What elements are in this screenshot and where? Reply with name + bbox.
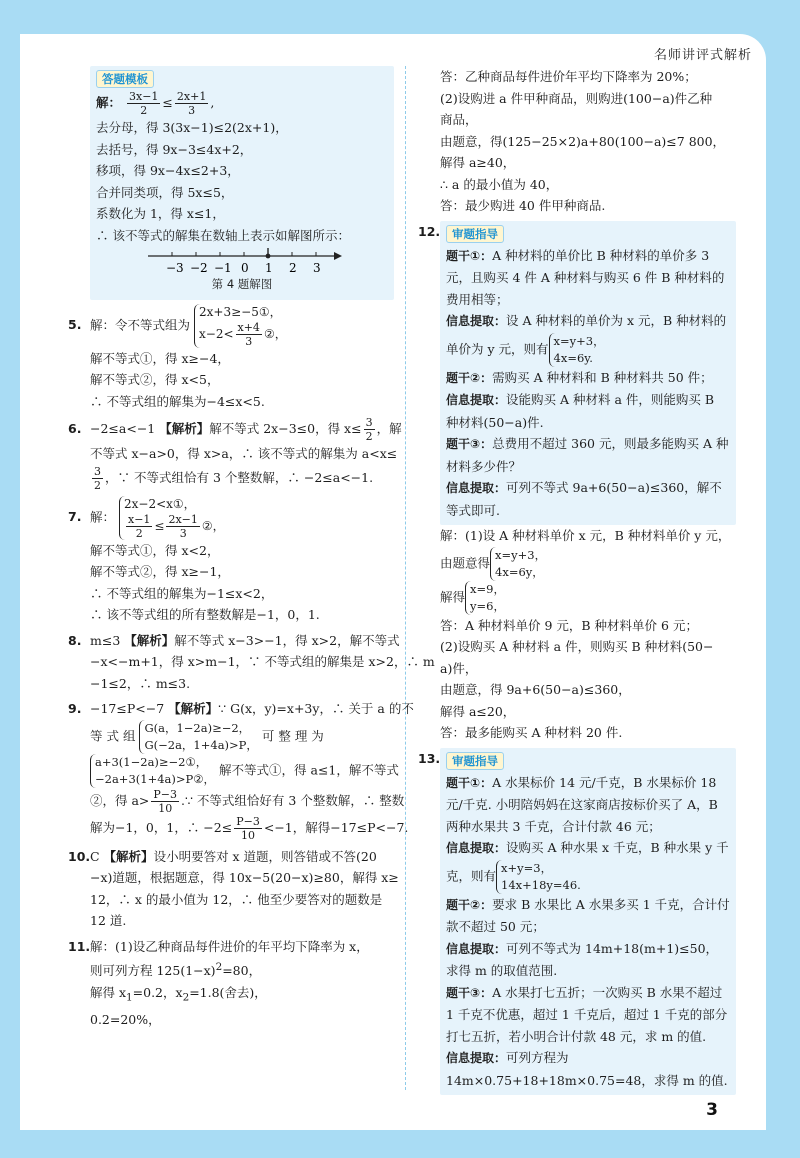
guide-item: 题干③：A 水果打七五折；一次购买 B 水果不超过 1 千克不优惠，超过 1 千克后，超过 1 千克的部分打七五折，若小明合计付款 48 元，求 m 的值. (446, 984, 728, 1044)
guide-item: 单价为 y 元，则有 x=y+3， 4x=6y. (446, 333, 605, 365)
guide-item: 题干②：需购买 A 种材料和 B 种材料共 50 件； (446, 369, 713, 385)
q10-first-line: 10.C 【解析】设小明要答对 x 道题，则答错或不答(20 (68, 846, 394, 868)
q7-line: 解不等式②，得 x≥−1， (90, 564, 230, 579)
question-number: 11. (68, 938, 91, 954)
q11-continued-line: (2)设购进 a 件甲种商品，则购进(100−a)件乙种 (440, 90, 713, 106)
q8-line: −x<−m+1，得 x>m−1，∵ 不等式组的解集是 x>2，∴ m (90, 654, 435, 669)
q9-line: 等 式 组 G(a，1−2a)≥−2， G(−2a，1+4a)>P， 可 整 理 为 (90, 720, 324, 752)
q12-solution-line: 解：(1)设 A 种材料单价 x 元，B 种材料单价 y 元， (440, 528, 731, 543)
q12-solution-line: 由题意，得 9a+6(50−a)≤360， (440, 682, 631, 697)
guide-item: 题干③：总费用不超过 360 元，则最多能购买 A 种材料多少件？ (446, 436, 729, 474)
q7-line: 解不等式①，得 x<2， (90, 542, 220, 558)
q7-first-line: 7. 解： 2x−2<x①， $\frac{x-1}{2}$ ≤ $\frac{2x-1}{3}$ ②， (68, 496, 225, 540)
review-guide-tag: 审题指导 (446, 225, 504, 243)
question-number: 7. (68, 509, 82, 524)
guide-item: 题干①：A 种材料的单价比 B 种材料的单价多 3 元，且购买 4 件 A 种材料与购买 6 件 B 种材料的费用相等； (446, 247, 725, 307)
q12-solution-line: 解得 a≤20， (440, 703, 516, 719)
question-number: 8. (68, 632, 82, 648)
q12-solution-line: a)件， (440, 660, 478, 676)
q10-line: −x)道题，根据题意，得 10x−5(20−x)≥80，解得 x≥ (90, 870, 399, 885)
q11-continued-line: 答：最少购进 40 件甲种商品. (440, 198, 606, 213)
q11-line: 0.2=20%， (90, 1011, 161, 1027)
tick-label: 2 (289, 261, 297, 275)
header-title: 名师讲评式解析 (653, 48, 752, 63)
q5-first-line: 5. 解：令不等式组为 2x+3≥−5①， x−2< $\frac{x+4}{3}$ ②， (68, 304, 287, 348)
right-column (418, 66, 736, 1095)
fraction: $\frac{3x-1}{2}$ (129, 90, 159, 117)
tick-label: −1 (214, 261, 232, 275)
template-line: 系数化为 1，得 x≤1， (96, 206, 225, 221)
template-line: ∴ 该不等式的解集在数轴上表示如解图所示： (96, 227, 350, 243)
q10-line: 12，∴ x 的最小值为 12，∴ 他至少要答对的题数是 (90, 891, 383, 907)
q9-line: 解为−1，0，1，∴ −2≤ $\frac{P-3}{10}$ <−1，解得−17≤P<−7. (90, 814, 409, 842)
guide-item: 题干②：要求 B 水果比 A 水果多买 1 千克，合计付款不超过 50 元； (446, 896, 730, 934)
q11-first-line: 11.解：(1)设乙种商品每件进价的年平均下降率为 x， (68, 936, 394, 958)
q9-first-line: 9. −17≤P<−7 【解析】∵ G(x，y)=x+3y，∴ 关于 a 的不 (68, 698, 394, 720)
q12-solution-line: 答：最多能购买 A 种材料 20 件. (440, 725, 623, 740)
template-box (90, 66, 394, 300)
guide-item: 信息提取：设能购买 A 种材料 a 件，则能购买 B 种材料(50−a)件. (446, 392, 715, 430)
tick-label: 0 (241, 261, 249, 275)
q12-solution-line: (2)设购买 A 种材料 a 件，则购买 B 种材料(50− (440, 639, 714, 654)
question-number: 5. (68, 317, 82, 332)
q8-first-line: 8. m≤3 【解析】解不等式 x−3>−1，得 x>2，解不等式 (68, 630, 394, 652)
question-number: 9. (68, 701, 82, 716)
tick-label: 3 (313, 261, 321, 275)
q13-block (418, 748, 736, 1096)
q9-line: a+3(1−2a)≥−2①， −2a+3(1+4a)>P②， 解不等式①，得 a≤1，解不等式 (68, 754, 394, 788)
analysis-tag: 【解析】 (124, 632, 175, 648)
q5-line: 解不等式①，得 x≥−4， (90, 350, 230, 366)
page-number: 3 (706, 1100, 718, 1120)
guide-item: 信息提取：设购买 A 种水果 x 千克，B 种水果 y 千 (446, 840, 729, 855)
tick-label: −2 (190, 261, 208, 275)
q7-line: ∴ 该不等式组的所有整数解是−1，0，1. (90, 607, 320, 622)
question-number: 10. (68, 848, 91, 864)
q12-header (418, 221, 736, 526)
question-number: 13. (418, 750, 441, 766)
q11-continued-line: 商品， (440, 112, 478, 127)
q12-solution-line: 解得 x=9， y=6， (440, 581, 505, 613)
solution-point (266, 254, 271, 259)
review-guide-tag: 审题指导 (446, 752, 504, 770)
template-first-line: 解： $\frac{3x-1}{2}$ ≤ $\frac{2x+1}{3}$ , (96, 90, 215, 117)
q6-first-line: 6. −2≤a<−1 【解析】解不等式 2x−3≤0，得 x≤ $\frac{3}{2}$ ，解 (68, 416, 402, 443)
template-line: 去括号，得 9x−3≤4x+2， (96, 141, 253, 157)
question-number: 6. (68, 421, 82, 436)
q13-header (418, 748, 736, 1096)
column-divider (405, 66, 406, 1090)
template-tag: 答题模板 (96, 70, 154, 88)
tick-label: 1 (265, 261, 273, 275)
q11-continued-line: 由题意，得(125−25×2)a+80(100−a)≤7 800， (440, 133, 726, 149)
fraction: $\frac{2x+1}{3}$ (176, 90, 207, 117)
review-guide-box (440, 748, 736, 1096)
inequality-system: 2x−2<x①， $\frac{x-1}{2}$ ≤ $\frac{2x-1}{3}$ ②， (119, 496, 225, 540)
review-guide-box (440, 221, 736, 526)
q6-line: 不等式 x−a>0，得 x>a，∴ 该不等式的解集为 a<x≤ (90, 446, 398, 461)
q9-line: ②，得 a> $\frac{P-3}{10}$ .∵ 不等式组恰好有 3 个整数解，∴ 整数 (90, 787, 405, 815)
q8-line: −1≤2，∴ m≤3. (90, 675, 191, 691)
q11-line: 解得 $x_1=0.2$，$x_2=1.8$(舍去)， (90, 984, 267, 1004)
analysis-tag: 【解析】 (103, 848, 154, 864)
guide-item: 克，则有 x+y=3， 14x+18y=46. (446, 860, 581, 892)
tick-label: −3 (166, 261, 184, 275)
q7-line: ∴ 不等式组的解集为−1≤x<2， (90, 585, 274, 601)
template-line: 合并同类项，得 5x≤5， (96, 184, 234, 200)
q12-block (418, 221, 736, 744)
analysis-tag: 【解析】 (159, 421, 210, 436)
q10-line: 12 道. (90, 913, 127, 928)
q11-continued-line: 答：乙种商品每件进价年平均下降率为 20%； (440, 69, 697, 84)
question-number: 12. (418, 223, 441, 239)
q6-line: $\frac{3}{2}$ ，∵ 不等式组恰有 3 个整数解，∴ −2≤a<−1. (94, 464, 374, 492)
guide-item: 题干①：A 水果标价 14 元/千克，B 水果标价 18 元/千克. 小明陪妈妈在这家商店按标价买了 A，B 两种水果共 3 千克，合计付款 46 元； (446, 774, 718, 834)
inequality-system: 2x+3≥−5①， x−2< $\frac{x+4}{3}$ ②， (194, 304, 287, 348)
inequality-system: G(a，1−2a)≥−2， G(−2a，1+4a)>P， (139, 720, 257, 754)
q5-line: ∴ 不等式组的解集为−4≤x<5. (90, 393, 265, 409)
guide-item: 信息提取：设 A 种材料的单价为 x 元，B 种材料的 (446, 313, 727, 328)
number-line-figure (146, 248, 346, 276)
q5-line: 解不等式②，得 x<5， (90, 372, 220, 387)
left-column (68, 66, 435, 1030)
guide-item: 信息提取：可列不等式 9a+6(50−a)≤360，解不等式即可. (446, 480, 722, 518)
q12-solution-line: 答：A 种材料单价 9 元，B 种材料单价 6 元； (440, 617, 698, 633)
template-line: 去分母，得 3(3x−1)≤2(2x+1)， (96, 120, 288, 135)
q11-line: 则可列方程 $125(1-x)^2=80$， (90, 961, 262, 979)
inequality-system: a+3(1−2a)≥−2①， −2a+3(1+4a)>P②， (90, 754, 215, 788)
q11-continued-line: ∴ a 的最小值为 40， (440, 176, 559, 192)
axis-arrow (334, 252, 342, 260)
guide-item: 信息提取：可列不等式为 14m+18(m+1)≤50，求得 m 的取值范围. (446, 940, 719, 978)
q12-solution-line: 由题意得 x=y+3， 4x=6y， (440, 547, 547, 579)
figure-caption: 第 4 题解图 (211, 277, 273, 291)
analysis-tag: 【解析】 (168, 701, 219, 716)
template-line: 移项，得 9x−4x≤2+3， (96, 163, 240, 178)
q11-continued-line: 解得 a≥40， (440, 155, 516, 170)
guide-item: 信息提取：可列方程为 14m×0.75+18+18m×0.75=48，求得 m 的值. (446, 1050, 728, 1088)
